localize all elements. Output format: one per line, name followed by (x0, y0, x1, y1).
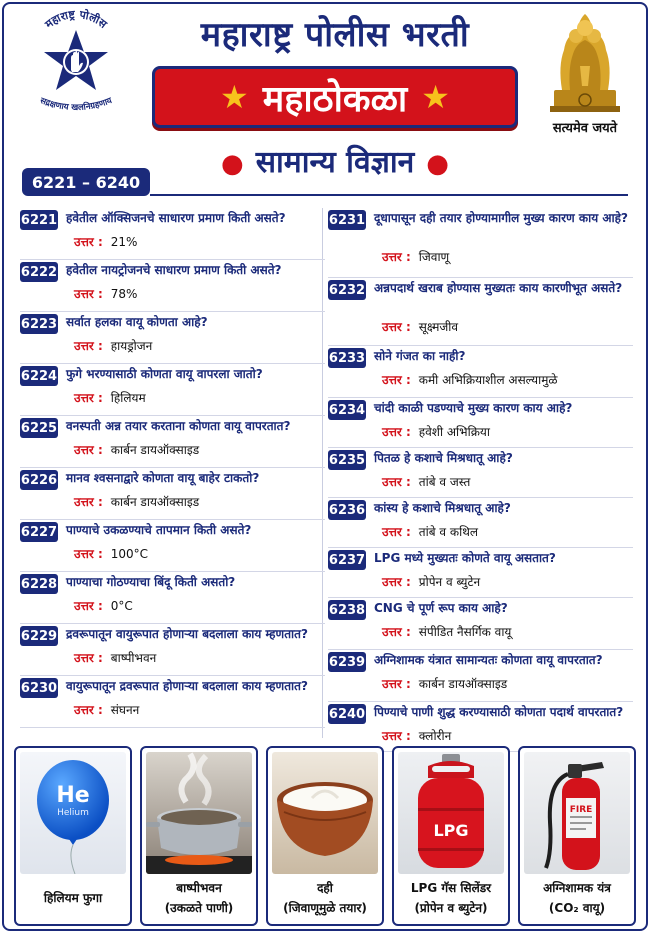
question-text: फुगे भरण्यासाठी कोणता वायू वापरला जातो? (66, 367, 263, 381)
answer-label: उत्तर : (382, 575, 411, 589)
emblem-top-text: महाराष्ट्र पोलीस (42, 8, 110, 31)
answer-line (382, 248, 449, 265)
card-caption (268, 878, 382, 918)
answer-line (74, 649, 156, 666)
question-text: पितळ हे कशाचे मिश्रधातू आहे? (374, 451, 513, 465)
question-item (20, 416, 325, 468)
motto-text: सत्यमेव जयते (552, 121, 618, 136)
answer-text: प्रोपेन व ब्युटेन (418, 575, 481, 589)
bullet-icon: ● (221, 149, 244, 179)
question-text: हवेतील नायट्रोजनचे साधारण प्रमाण किती असते? (66, 263, 282, 277)
emblem-bottom-text: सद्रक्षणाय खलनिग्रहणाय (38, 95, 114, 114)
question-item (20, 364, 325, 416)
right-question-column (328, 208, 633, 752)
answer-label: उत्तर : (74, 547, 103, 561)
answer-line (74, 701, 139, 718)
answer-text: जिवाणू (418, 250, 450, 264)
question-item (20, 208, 325, 260)
question-number: 6221 (20, 210, 58, 230)
header-divider (150, 194, 628, 196)
answer-line (74, 233, 137, 250)
question-text: सोने गंजत का नाही? (374, 349, 466, 363)
section-subtitle (160, 140, 510, 181)
answer-line (74, 545, 148, 562)
bullet-icon: ● (426, 149, 449, 179)
card-caption (142, 878, 256, 918)
question-number: 6232 (328, 280, 366, 300)
left-question-column (20, 208, 325, 728)
question-text: LPG मध्ये मुख्यतः कोणते वायू असतात? (374, 551, 556, 565)
lpg-cylinder-icon (398, 752, 504, 874)
question-item (328, 702, 633, 752)
answer-line (382, 623, 511, 640)
curd-bowl-icon (272, 752, 378, 874)
question-number: 6238 (328, 600, 366, 620)
answer-line (382, 573, 480, 590)
answer-label: उत्तर : (382, 729, 411, 743)
answer-label: उत्तर : (382, 677, 411, 691)
question-item (20, 520, 325, 572)
cylinder-label-text: LPG (433, 821, 469, 840)
question-item (328, 498, 633, 548)
question-number: 6224 (20, 366, 58, 386)
extinguisher-label-text: FIRE (569, 805, 593, 815)
question-text: चांदी काळी पडण्याचे मुख्य कारण काय आहे? (374, 401, 573, 415)
question-item (20, 624, 325, 676)
question-item (328, 448, 633, 498)
question-number: 6234 (328, 400, 366, 420)
ashoka-lion-icon (540, 6, 630, 116)
answer-label: उत्तर : (382, 250, 411, 264)
answer-line (382, 318, 458, 335)
question-number: 6226 (20, 470, 58, 490)
card-caption-line1: अग्निशामक यंत्र (543, 881, 611, 895)
answer-text: 78% (110, 287, 138, 301)
answer-line (382, 523, 478, 540)
question-range-badge: 6221 – 6240 (22, 168, 150, 196)
question-number: 6223 (20, 314, 58, 334)
card-caption-line2: (CO₂ वायू) (548, 901, 606, 915)
helium-balloon-icon (20, 752, 126, 874)
boiling-pot-icon (146, 752, 252, 874)
question-text: CNG चे पूर्ण रूप काय आहे? (374, 601, 508, 615)
answer-text: 100°C (110, 547, 149, 561)
question-number: 6233 (328, 348, 366, 368)
answer-line (382, 423, 490, 440)
answer-label: उत्तर : (74, 287, 103, 301)
answer-line (382, 371, 558, 388)
answer-line (382, 675, 507, 692)
answer-line (74, 597, 133, 614)
answer-text: संघनन (110, 703, 140, 717)
question-item (20, 676, 325, 728)
question-number: 6230 (20, 678, 58, 698)
question-item (328, 208, 633, 278)
national-emblem (540, 6, 630, 136)
banner-text: महाठोकळा (262, 78, 408, 120)
question-number: 6235 (328, 450, 366, 470)
answer-label: उत्तर : (382, 475, 411, 489)
answer-text: संपीडित नैसर्गिक वायू (418, 625, 512, 639)
answer-text: कार्बन डायऑक्साइड (110, 443, 200, 457)
police-emblem-icon (20, 8, 132, 124)
question-number: 6237 (328, 550, 366, 570)
question-number: 6228 (20, 574, 58, 594)
question-item (20, 312, 325, 364)
card-caption-line1: हिलियम फुगा (43, 891, 103, 905)
card-caption (394, 878, 508, 918)
question-number: 6236 (328, 500, 366, 520)
answer-text: क्लोरीन (418, 729, 452, 743)
answer-label: उत्तर : (74, 339, 103, 353)
answer-text: कार्बन डायऑक्साइड (110, 495, 200, 509)
star-icon: ★ (220, 78, 249, 116)
question-item (20, 468, 325, 520)
answer-label: उत्तर : (74, 703, 103, 717)
answer-text: हिलियम (110, 391, 146, 405)
question-text: कांस्य हे कशाचे मिश्रधातू आहे? (374, 501, 511, 515)
question-number: 6231 (328, 210, 366, 230)
question-text: पाण्याचे उकळण्याचे तापमान किती असते? (66, 523, 252, 537)
question-text: वायुरूपातून द्रवरूपात होणाऱ्या बदलाला काय म्हणतात? (66, 679, 308, 693)
star-icon: ★ (421, 78, 450, 116)
question-text: अन्नपदार्थ खराब होण्यास मुख्यतः काय कारणीभूत असते? (374, 281, 623, 295)
balloon-symbol-text: He (56, 783, 90, 808)
card-caption-line1: दही (317, 881, 333, 895)
card-caption-line2: (प्रोपेन व ब्युटेन) (414, 901, 488, 915)
card-curd (266, 746, 384, 926)
question-number: 6227 (20, 522, 58, 542)
question-text: पाण्याचा गोठण्याचा बिंदू किती असतो? (66, 575, 236, 589)
answer-label: उत्तर : (74, 235, 103, 249)
card-caption (520, 878, 634, 918)
question-item (328, 398, 633, 448)
answer-line (74, 337, 152, 354)
card-evaporation (140, 746, 258, 926)
question-item (20, 260, 325, 312)
answer-label: उत्तर : (74, 391, 103, 405)
card-extinguisher (518, 746, 636, 926)
title-banner (152, 66, 518, 128)
answer-label: उत्तर : (382, 425, 411, 439)
answer-label: उत्तर : (382, 320, 411, 334)
question-item (328, 650, 633, 702)
answer-text: तांबे व जस्त (418, 475, 471, 489)
card-helium (14, 746, 132, 926)
answer-text: सूक्ष्मजीव (418, 320, 459, 334)
answer-label: उत्तर : (74, 651, 103, 665)
answer-label: उत्तर : (74, 495, 103, 509)
question-number: 6222 (20, 262, 58, 282)
card-caption-line1: बाष्पीभवन (176, 881, 222, 895)
answer-line (74, 285, 137, 302)
question-text: सर्वात हलका वायू कोणता आहे? (66, 315, 208, 329)
answer-label: उत्तर : (74, 443, 103, 457)
question-text: पिण्याचे पाणी शुद्ध करण्यासाठी कोणता पदार्थ वापरतात? (374, 705, 624, 719)
answer-text: कमी अभिक्रियाशील असल्यामुळे (418, 373, 558, 387)
answer-text: बाष्पीभवन (110, 651, 157, 665)
answer-text: हायड्रोजन (110, 339, 153, 353)
answer-label: उत्तर : (382, 625, 411, 639)
question-text: मानव श्वसनाद्वारे कोणता वायू बाहेर टाकतो? (66, 471, 260, 485)
balloon-name-text: Helium (57, 808, 89, 818)
card-caption-line2: (जिवाणूमुळे तयार) (283, 901, 367, 915)
answer-line (74, 441, 199, 458)
question-text: अग्निशामक यंत्रात सामान्यतः कोणता वायू वापरतात? (374, 653, 603, 667)
question-item (328, 346, 633, 398)
question-number: 6225 (20, 418, 58, 438)
answer-text: तांबे व कथिल (418, 525, 478, 539)
illustration-cards (14, 746, 636, 928)
question-text: द्रवरूपातून वायुरूपात होणाऱ्या बदलाला काय म्हणतात? (66, 627, 308, 641)
question-text: हवेतील ऑक्सिजनचे साधारण प्रमाण किती असते? (66, 211, 286, 225)
answer-line (382, 727, 451, 744)
card-caption-line1: LPG गॅस सिलेंडर (410, 881, 492, 895)
svg-text:सद्रक्षणाय खलनिग्रहणाय (38, 96, 115, 113)
card-caption (16, 888, 130, 908)
question-item (328, 548, 633, 598)
question-text: दूधापासून दही तयार होण्यामागील मुख्य कारण काय आहे? (374, 211, 628, 225)
card-lpg (392, 746, 510, 926)
fire-extinguisher-icon (524, 752, 630, 874)
question-item (328, 598, 633, 650)
answer-text: 21% (110, 235, 138, 249)
question-item (20, 572, 325, 624)
question-item (328, 278, 633, 346)
answer-line (74, 389, 146, 406)
answer-label: उत्तर : (382, 525, 411, 539)
svg-text:महाराष्ट्र पोलीस (42, 8, 110, 32)
card-caption-line2: (उकळते पाणी) (164, 901, 234, 915)
answer-text: हवेशी अभिक्रिया (418, 425, 490, 439)
page-title: महाराष्ट्र पोलीस भरती (200, 15, 470, 55)
question-number: 6240 (328, 704, 366, 724)
answer-line (74, 493, 199, 510)
answer-text: 0°C (110, 599, 133, 613)
answer-label: उत्तर : (74, 599, 103, 613)
subtitle-text: सामान्य विज्ञान (255, 145, 415, 180)
answer-line (382, 473, 470, 490)
answer-label: उत्तर : (382, 373, 411, 387)
question-number: 6239 (328, 652, 366, 672)
question-text: वनस्पती अन्न तयार करताना कोणता वायू वापरतात? (66, 419, 291, 433)
question-number: 6229 (20, 626, 58, 646)
answer-text: कार्बन डायऑक्साइड (418, 677, 508, 691)
